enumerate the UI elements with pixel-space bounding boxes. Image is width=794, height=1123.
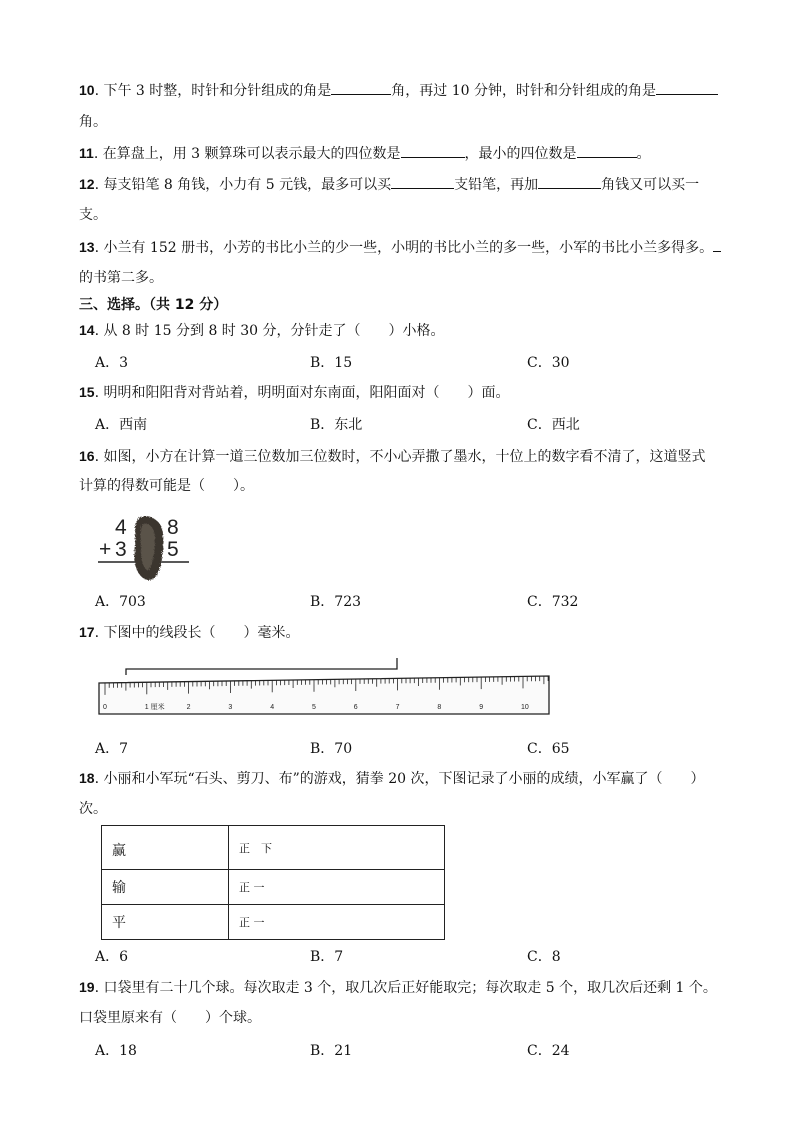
ruler-label: 6 [353, 704, 358, 711]
question-number: 15 [79, 384, 95, 400]
ruler-label: 8 [437, 704, 442, 711]
ruler-label: 10 [521, 704, 529, 711]
digit-bottom-left: 3 [115, 538, 127, 561]
question-number: 19 [79, 979, 95, 995]
question-text: 。 [636, 146, 651, 162]
question-16 [79, 446, 705, 467]
answer-blank[interactable] [391, 174, 454, 189]
option-c[interactable]: C．30 [527, 355, 570, 371]
question-number: 14 [79, 322, 95, 338]
option-b[interactable]: B．东北 [310, 417, 363, 433]
question-text: 角，再过 10 分钟，时针和分针组成的角是 [391, 83, 657, 99]
question-14 [79, 320, 445, 341]
question-number: 10 [79, 82, 95, 98]
option-b[interactable]: B．70 [310, 741, 353, 757]
digit-top-left: 4 [115, 516, 127, 539]
table-row [102, 826, 445, 870]
option-b[interactable]: B．723 [310, 594, 362, 610]
ruler-label: 2 [186, 704, 191, 711]
vertical-addition-figure [95, 512, 195, 582]
option-b[interactable]: B．7 [310, 949, 344, 965]
table-row [102, 870, 445, 905]
ruler-label: 0 [103, 704, 107, 711]
option-a[interactable]: A．7 [95, 741, 129, 757]
question-text: . 下午 3 时整，时针和分针组成的角是 [94, 83, 332, 99]
section-heading: 三、选择。（共 12 分） [79, 297, 228, 313]
question-number: 13 [79, 239, 95, 255]
question-text: . 口袋里有二十几个球。每次取走 3 个，取几次后正好能取完；每次取走 5 个，取几次后还剩 1 个。 [94, 980, 717, 996]
digit-top-right: 8 [167, 516, 179, 539]
table-row [102, 905, 445, 940]
question-text: . 明明和阳阳背对背站着，明明面对东南面，阳阳面对（ ）面。 [94, 385, 510, 401]
answer-blank[interactable] [401, 143, 465, 158]
row-tally: 正 一 [229, 905, 445, 940]
option-b[interactable]: B．21 [310, 1043, 353, 1059]
ruler-figure [96, 655, 552, 721]
question-text: ，最小的四位数是 [464, 146, 577, 162]
question-number: 16 [79, 448, 95, 464]
question-text: 角钱又可以买一 [601, 177, 700, 193]
question-text: 支铅笔，再加 [454, 177, 539, 193]
question-10 [79, 80, 718, 101]
option-c[interactable]: C．65 [527, 741, 570, 757]
question-15 [79, 382, 509, 403]
question-number: 11 [79, 145, 94, 161]
option-a[interactable]: A．西南 [95, 417, 148, 433]
row-label: 平 [102, 905, 229, 940]
question-17 [79, 622, 299, 643]
question-16-cont: 计算的得数可能是（ ）。 [79, 478, 254, 494]
question-number: 18 [79, 770, 95, 786]
question-12 [79, 174, 699, 195]
option-a[interactable]: A．18 [95, 1043, 137, 1059]
question-10-cont: 角。 [79, 114, 107, 130]
answer-blank[interactable] [577, 143, 637, 158]
option-a[interactable]: A．3 [95, 355, 129, 371]
question-number: 12 [79, 176, 95, 192]
option-a[interactable]: A．6 [95, 949, 129, 965]
question-11 [79, 143, 651, 164]
option-c[interactable]: C．西北 [527, 417, 580, 433]
answer-blank[interactable] [538, 174, 601, 189]
question-19-cont: 口袋里原来有（ ）个球。 [79, 1010, 261, 1026]
ruler-label: 1 厘米 [144, 704, 165, 711]
option-c[interactable]: C．8 [527, 949, 561, 965]
question-text: . 每支铅笔 8 角钱，小力有 5 元钱，最多可以买 [94, 177, 392, 193]
row-label: 输 [102, 870, 229, 905]
ink-blot [134, 516, 163, 580]
question-text: . 如图，小方在计算一道三位数加三位数时，不小心弄撒了墨水，十位上的数字看不清了，这道竖式 [94, 449, 706, 465]
row-tally: 正 下 [229, 826, 445, 870]
ruler-label: 7 [395, 704, 400, 711]
question-12-cont: 支。 [79, 207, 107, 223]
option-b[interactable]: B．15 [310, 355, 353, 371]
question-18-cont: 次。 [79, 801, 107, 817]
question-13-cont: 的书第二多。 [79, 270, 163, 286]
ruler-label: 4 [270, 704, 275, 711]
question-13 [79, 237, 721, 258]
row-label: 赢 [102, 826, 229, 870]
tally-table [101, 825, 445, 940]
question-text: . 在算盘上，用 3 颗算珠可以表示最大的四位数是 [93, 146, 401, 162]
question-18 [79, 768, 705, 789]
question-text: . 从 8 时 15 分到 8 时 30 分，分针走了（ ）小格。 [94, 323, 445, 339]
answer-blank[interactable] [656, 80, 718, 95]
question-text: . 小丽和小军玩“石头、剪刀、布”的游戏，猜拳 20 次，下图记录了小丽的成绩，小军赢了（ ） [94, 771, 705, 787]
question-19 [79, 977, 717, 998]
question-text: . 小兰有 152 册书，小芳的书比小兰的少一些，小明的书比小兰的多一些，小军的书比小兰多得多。 [94, 240, 714, 256]
option-c[interactable]: C．732 [527, 594, 579, 610]
option-a[interactable]: A．703 [95, 594, 146, 610]
line-segment [126, 658, 397, 675]
option-c[interactable]: C．24 [527, 1043, 570, 1059]
ruler-label: 9 [479, 704, 484, 711]
question-text: . 下图中的线段长（ ）毫米。 [94, 625, 300, 641]
digit-bottom-right: 5 [167, 538, 179, 561]
row-tally: 正 一 [229, 870, 445, 905]
ruler-label: 5 [312, 704, 316, 711]
answer-blank[interactable] [331, 80, 391, 95]
question-number: 17 [79, 624, 95, 640]
answer-blank[interactable] [713, 237, 721, 252]
plus-sign: + [99, 538, 112, 561]
ruler-label: 3 [228, 704, 233, 711]
